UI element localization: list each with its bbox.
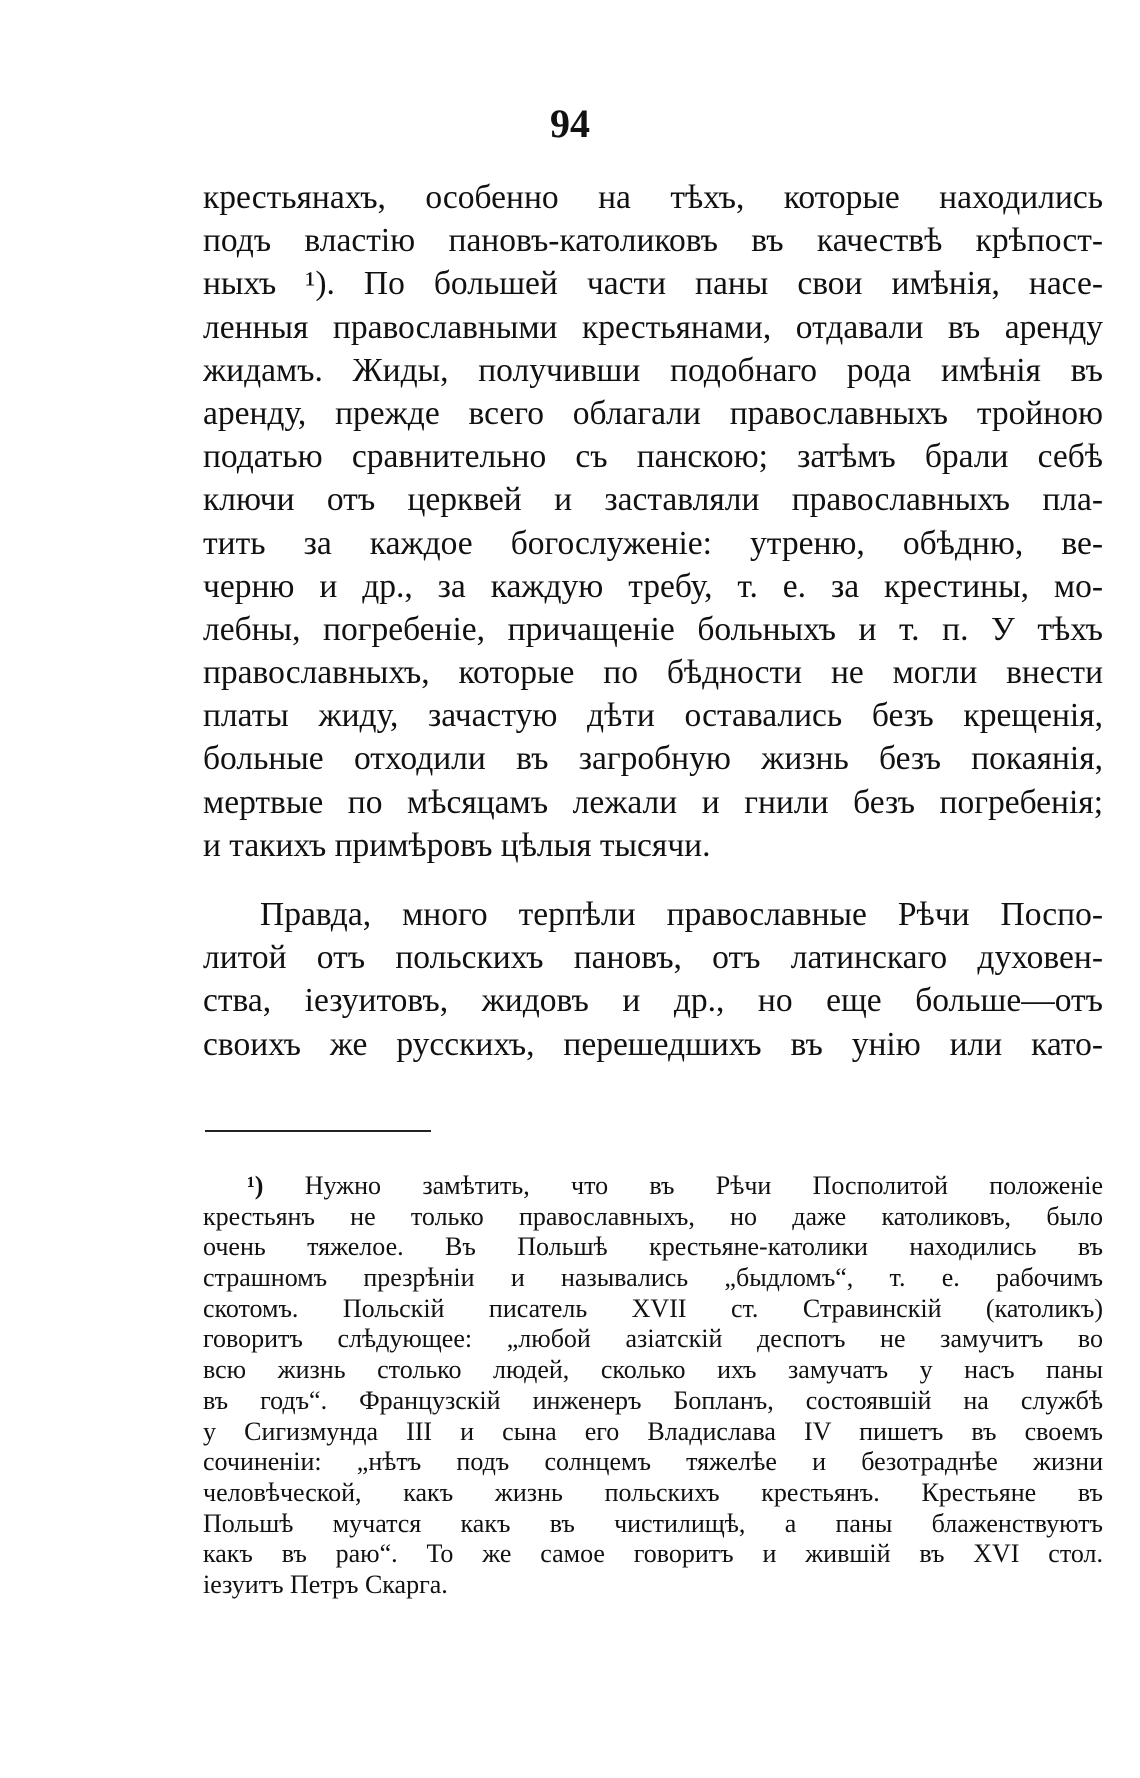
- text-line: черню и др., за каждую требу, т. е. за крестины, мо-: [203, 567, 1103, 605]
- paragraph-gap: [203, 867, 1103, 893]
- text-line: ства, іезуитовъ, жидовъ и др., но еще больше—отъ: [203, 982, 1103, 1020]
- footnote-line: скотомъ. Польскій писатель XVII ст. Стравинскій (католикъ): [203, 1293, 1103, 1323]
- main-text: [203, 176, 1103, 1066]
- footnote-line: говоритъ слѣдующее: „любой азіатскій деспотъ не замучитъ во: [203, 1324, 1103, 1354]
- text-line: лебны, погребеніе, причащеніе больныхъ и т. п. У тѣхъ: [203, 610, 1103, 648]
- text-line: ленныя православными крестьянами, отдавали въ аренду: [203, 308, 1103, 346]
- footnote-separator: [205, 1130, 431, 1132]
- text-line: крестьянахъ, особенно на тѣхъ, которые находились: [203, 179, 1103, 216]
- text-line: аренду, прежде всего облагали православныхъ тройною: [203, 394, 1103, 432]
- footnote-marker: ¹): [247, 1171, 264, 1200]
- footnote-line: Польшѣ мучатся какъ въ чистилищѣ, а паны блаженствуютъ: [203, 1508, 1103, 1538]
- text-line: православныхъ, которые по бѣдности не могли внести: [203, 654, 1103, 692]
- text-line: ключи отъ церквей и заставляли православныхъ пла-: [203, 481, 1103, 519]
- footnote-line: въ годъ“. Французскій инженеръ Бопланъ, состоявшій на службѣ: [203, 1385, 1103, 1415]
- footnote-line: страшномъ презрѣніи и назывались „быдломъ“, т. е. рабочимъ: [203, 1263, 1103, 1293]
- text-line: податью сравнительно съ панскою; затѣмъ брали себѣ: [203, 438, 1103, 476]
- footnote-first-line-text: Нужно замѣтить, что въ Рѣчи Посполитой положеніе: [304, 1171, 1103, 1200]
- text-line: ныхъ ¹). По большей части паны свои имѣнія, насе-: [203, 265, 1103, 303]
- text-line: и такихъ примѣровъ цѣлыя тысячи.: [203, 826, 711, 864]
- footnote-line: человѣческой, какъ жизнь польскихъ крестьянъ. Крестьяне въ: [203, 1477, 1103, 1507]
- footnote: [203, 1171, 1103, 1601]
- text-line: мертвые по мѣсяцамъ лежали и гнили безъ погребенія;: [203, 783, 1103, 821]
- footnote-line: у Сигизмунда III и сына его Владислава IV пишетъ въ своемъ: [203, 1416, 1103, 1446]
- footnote-line: сочиненіи: „нѣтъ подъ солнцемъ тяжелѣе и безотраднѣе жизни: [203, 1447, 1103, 1477]
- footnote-line: очень тяжелое. Въ Польшѣ крестьяне-католики находились въ: [203, 1232, 1103, 1262]
- footnote-line: какъ въ раю“. То же самое говоритъ и жившій въ XVI стол.: [203, 1539, 1103, 1569]
- text-line: своихъ же русскихъ, перешедшихъ въ унію или като-: [203, 1025, 1103, 1063]
- footnote-line: крестьянъ не только православныхъ, но даже католиковъ, было: [203, 1201, 1103, 1231]
- text-line: жидамъ. Жиды, получивши подобнаго рода имѣнія въ: [203, 351, 1103, 389]
- text-line: тить за каждое богослуженіе: утреню, обѣдню, ве-: [203, 524, 1103, 562]
- page-number: 94: [550, 101, 590, 146]
- footnote-line: всю жизнь столько людей, сколько ихъ замучатъ у насъ паны: [203, 1355, 1103, 1385]
- text-line: платы жиду, зачастую дѣти оставались безъ крещенія,: [203, 697, 1103, 735]
- footnote-first-line: [203, 1171, 1103, 1202]
- footnote-line: іезуитъ Петръ Скарга.: [203, 1569, 448, 1599]
- text-line: подъ властію пановъ-католиковъ въ качествѣ крѣпост-: [203, 222, 1103, 260]
- text-line: литой отъ польскихъ пановъ, отъ латинскаго духовен-: [203, 939, 1103, 977]
- text-line: Правда, много терпѣли православные Рѣчи Поспо-: [260, 896, 1103, 933]
- text-line: больные отходили въ загробную жизнь безъ покаянія,: [203, 740, 1103, 778]
